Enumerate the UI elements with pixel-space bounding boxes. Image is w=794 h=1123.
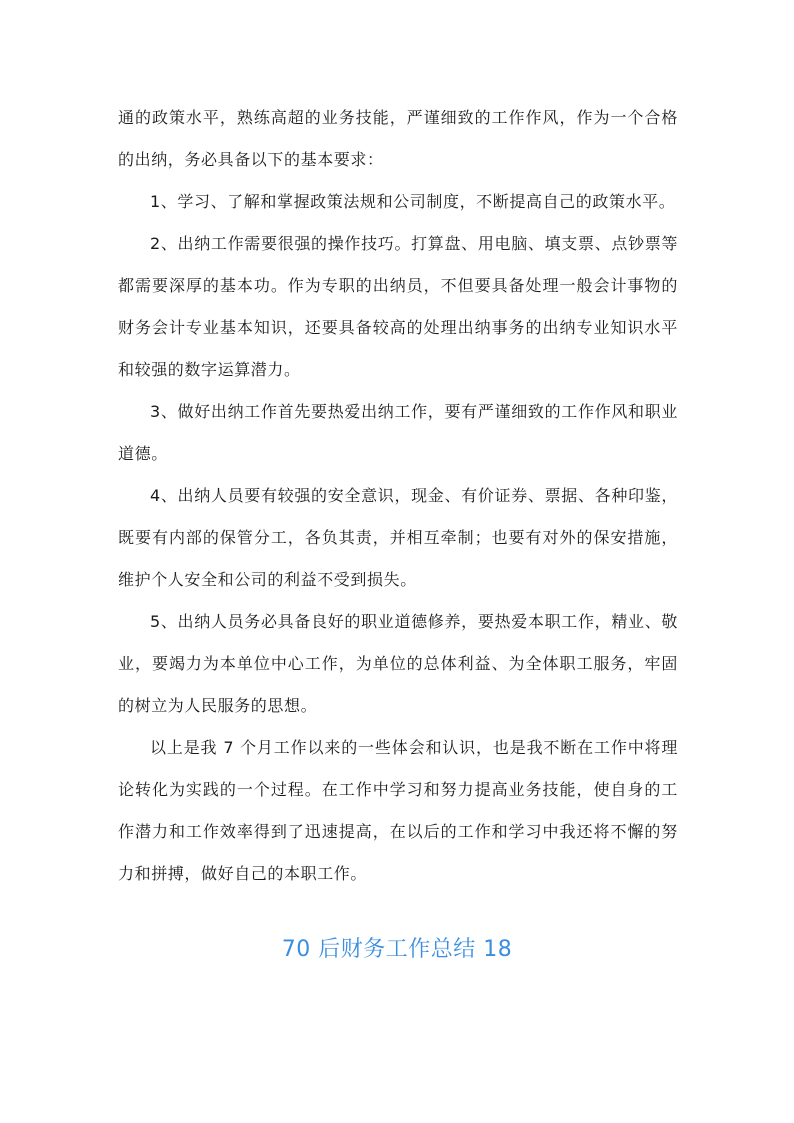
paragraph-conclusion: 以上是我 7 个月工作以来的一些体会和认识，也是我不断在工作中将理论转化为实践的一个过程。在工作中学习和努力提高业务技能，使自身的工作潜力和工作效率得到了迅速提高，在以后的工作和学习中我还将不懈的努力和拼搏，做好自己的本职工作。 — [118, 738, 678, 883]
paragraph-continuation: 通的政策水平，熟练高超的业务技能，严谨细致的工作作风，作为一个合格的出纳，务必具备以下的基本要求： — [118, 108, 678, 169]
paragraph-item-2: 2、出纳工作需要很强的操作技巧。打算盘、用电脑、填支票、点钞票等都需要深厚的基本功。作为专职的出纳员，不但要具备处理一般会计事物的财务会计专业基本知识，还要具备较高的处理出纳事务的出纳专业知识水平和较强的数字运算潜力。 — [118, 234, 678, 379]
paragraph-item-5: 5、出纳人员务必具备良好的职业道德修养，要热爱本职工作，精业、敬业，要竭力为本单位中心工作，为单位的总体利益、为全体职工服务，牢固的树立为人民服务的思想。 — [118, 612, 678, 715]
paragraph-item-3: 3、做好出纳工作首先要热爱出纳工作，要有严谨细致的工作作风和职业道德。 — [118, 402, 678, 463]
paragraph-item-1: 1、学习、了解和掌握政策法规和公司制度，不断提高自己的政策水平。 — [150, 192, 676, 211]
document-body — [118, 97, 678, 895]
section-heading: 70 后财务工作总结 18 — [281, 937, 513, 962]
paragraph-item-4: 4、出纳人员要有较强的安全意识，现金、有价证券、票据、各种印鉴，既要有内部的保管分工，各负其责，并相互牵制；也要有对外的保安措施，维护个人安全和公司的利益不受到损失。 — [118, 486, 678, 589]
